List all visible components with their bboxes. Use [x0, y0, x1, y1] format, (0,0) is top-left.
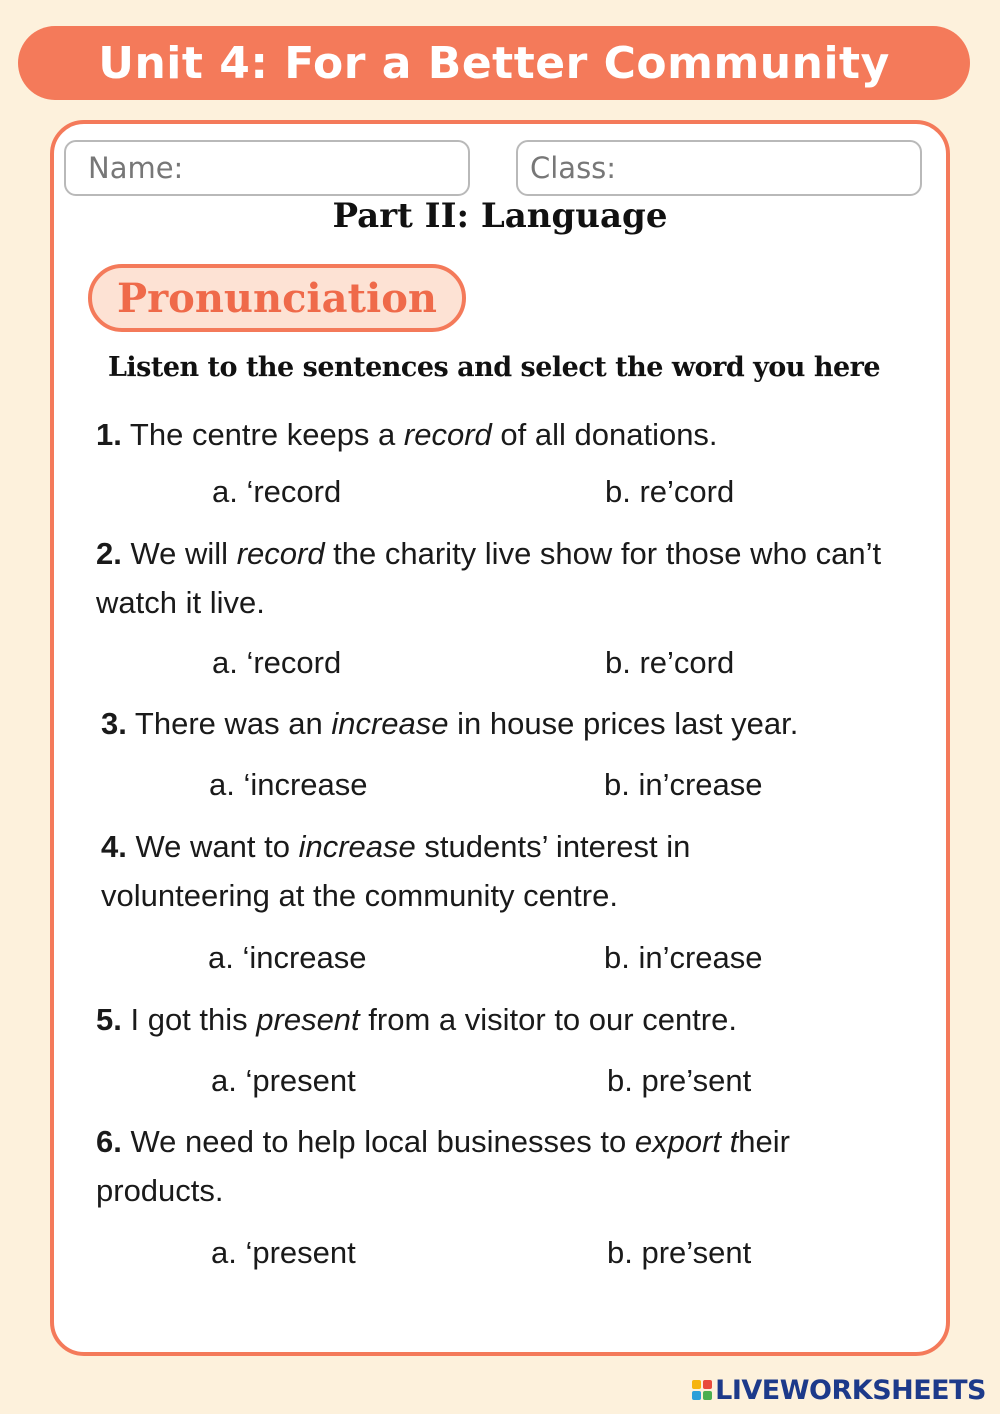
- question-text-after: from a visitor to our centre.: [359, 1002, 737, 1037]
- option-b[interactable]: b. in’crease: [604, 767, 763, 802]
- question-6: [96, 1117, 896, 1215]
- target-word: export t: [634, 1124, 739, 1159]
- section-badge: [88, 264, 466, 332]
- question-text-after: students’ interest in volunteering at the community centre.: [101, 829, 691, 913]
- question-text-before: We need to help local businesses to: [121, 1124, 635, 1159]
- question-text-before: We will: [121, 536, 237, 571]
- class-field[interactable]: [516, 140, 922, 196]
- option-b[interactable]: b. re’cord: [605, 474, 735, 509]
- option-b[interactable]: b. re’cord: [605, 645, 735, 680]
- page-title-banner: [18, 26, 970, 100]
- question-5: [96, 995, 916, 1044]
- target-word: increase: [298, 829, 416, 864]
- option-a[interactable]: a. ‘increase: [208, 940, 367, 975]
- option-b[interactable]: b. pre’sent: [607, 1235, 752, 1270]
- option-b[interactable]: b. pre’sent: [607, 1063, 752, 1098]
- liveworksheets-logo-icon: [692, 1380, 712, 1400]
- option-a[interactable]: a. ‘increase: [209, 767, 368, 802]
- question-4: [101, 822, 821, 920]
- section-title: Pronunciation: [117, 274, 437, 322]
- question-3: [101, 699, 921, 748]
- page-title: Unit 4: For a Better Community: [98, 37, 890, 89]
- question-text-before: We want to: [126, 829, 299, 864]
- part-title: Part II: Language: [332, 196, 668, 236]
- option-a[interactable]: a. ‘record: [212, 645, 342, 680]
- question-number: 2.: [96, 536, 122, 571]
- name-field-label: Name:: [88, 151, 184, 185]
- question-text-after: the charity live show for those who can’t watch it live.: [96, 536, 882, 620]
- option-a[interactable]: a. ‘present: [211, 1235, 356, 1270]
- instruction-text: Listen to the sentences and select the word you here: [107, 352, 881, 383]
- name-field[interactable]: [64, 140, 470, 196]
- target-word: record: [403, 417, 492, 452]
- class-field-label: Class:: [530, 151, 617, 185]
- option-a[interactable]: a. ‘present: [211, 1063, 356, 1098]
- question-number: 3.: [101, 706, 127, 741]
- question-text-after: in house prices last year.: [448, 706, 799, 741]
- option-b[interactable]: b. in’crease: [604, 940, 763, 975]
- brand-name: LIVEWORKSHEETS: [715, 1374, 986, 1406]
- question-number: 1.: [96, 417, 122, 452]
- question-text-before: The centre keeps a: [121, 417, 404, 452]
- question-number: 5.: [96, 1002, 122, 1037]
- question-text-after: of all donations.: [491, 417, 718, 452]
- question-2: [96, 529, 916, 627]
- target-word: record: [236, 536, 325, 571]
- question-number: 4.: [101, 829, 127, 864]
- question-1: [96, 410, 916, 459]
- target-word: present: [256, 1002, 360, 1037]
- question-number: 6.: [96, 1124, 122, 1159]
- target-word: increase: [331, 706, 449, 741]
- question-text-before: I got this: [121, 1002, 257, 1037]
- question-text-before: There was an: [126, 706, 332, 741]
- brand-footer: [692, 1374, 986, 1406]
- option-a[interactable]: a. ‘record: [212, 474, 342, 509]
- question-text-after: heir products.: [96, 1124, 790, 1208]
